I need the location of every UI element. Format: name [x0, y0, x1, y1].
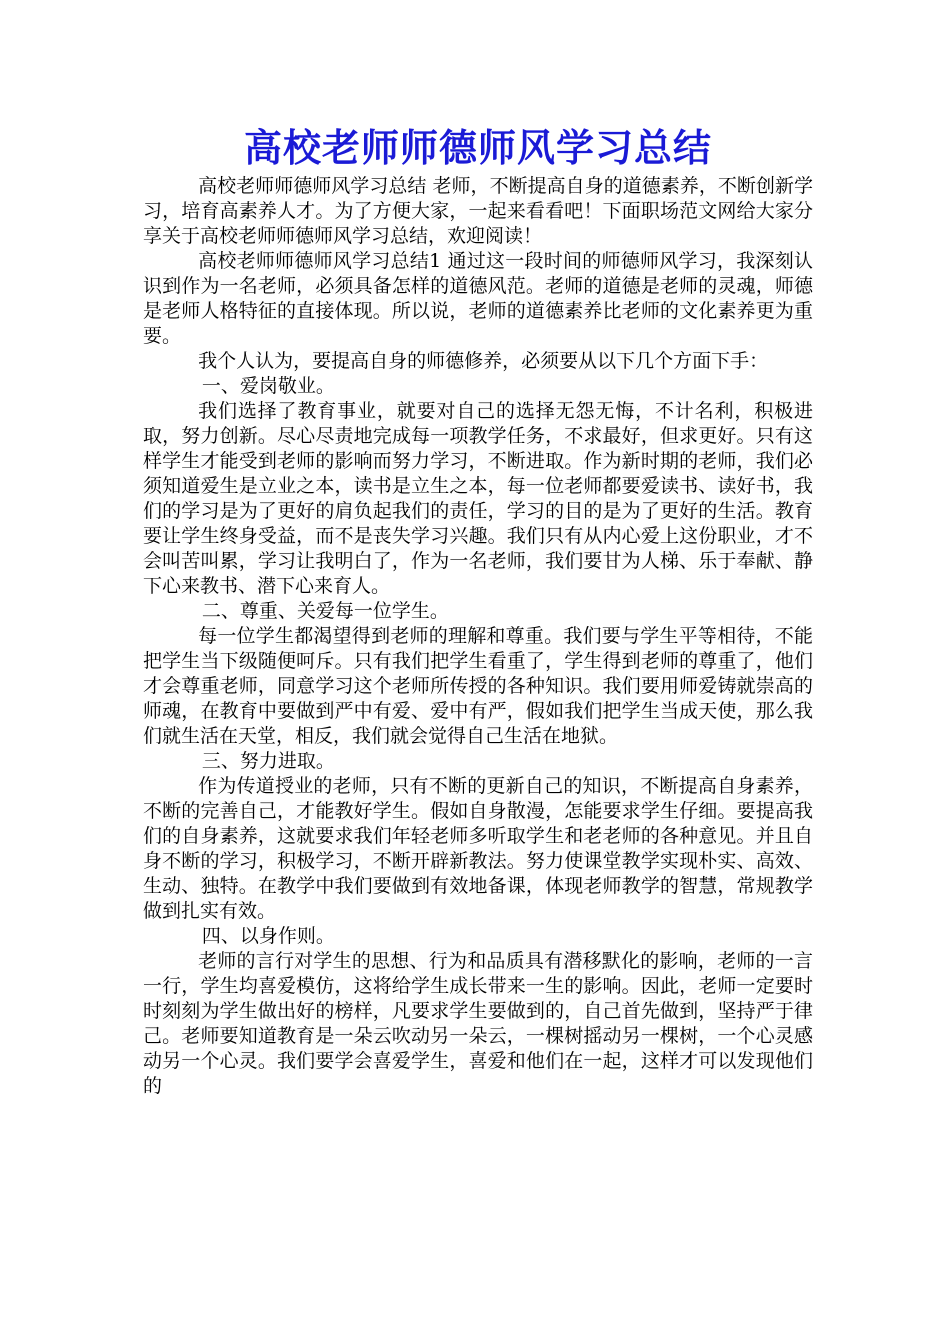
intro-paragraph: 高校老师师德师风学习总结 老师，不断提高自身的道德素养，不断创新学习，培育高素养人才。为了方便大家，一起来看看吧！下面职场范文网给大家分享关于高校老师师德师风学习总结，欢迎阅读！: [143, 175, 813, 247]
section-1-paragraph: 我们选择了教育事业，就要对自己的选择无怨无悔，不计名利，积极进取，努力创新。尽心尽责地完成每一项教学任务，不求最好，但求更好。只有这样学生才能受到老师的影响而努力学习，不断进取。作为新时期的老师，我们必须知道爱生是立业之本，读书是立生之本，每一位老师都要爱读书、读好书，我们的学习是为了更好的肩负起我们的责任，学习的目的是为了更好的生活。教育要让学生终身受益，而不是丧失学习兴趣。我们只有从内心爱上这份职业，才不会叫苦叫累，学习让我明白了，作为一名老师，我们要甘为人梯、乐于奉献、静下心来教书、潜下心来育人。: [143, 400, 813, 597]
aspects-intro-paragraph: 我个人认为，要提高自身的师德修养，必须要从以下几个方面下手：: [198, 350, 769, 372]
document-title: 高校老师师德师风学习总结: [243, 125, 712, 170]
section-heading-1: 一、爱岗敬业。: [201, 375, 335, 397]
section-2-paragraph: 每一位学生都渴望得到老师的理解和尊重。我们要与学生平等相待，不能把学生当下级随便呵斥。只有我们把学生看重了，学生得到老师的尊重了，他们才会尊重老师，同意学习这个老师所传授的各种知识。我们要用师爱铸就崇高的师魂，在教育中要做到严中有爱、爱中有严，假如我们把学生当成天使，那么我们就生活在天堂，相反，我们就会觉得自己生活在地狱。: [143, 625, 813, 747]
document-page: [143, 122, 813, 1099]
section-4-paragraph: 老师的言行对学生的思想、行为和品质具有潜移默化的影响，老师的一言一行，学生均喜爱模仿，这将给学生成长带来一生的影响。因此，老师一定要时时刻刻为学生做出好的榜样，凡要求学生要做到的，自己首先做到，坚持严于律己。老师要知道教育是一朵云吹动另一朵云，一棵树摇动另一棵树，一个心灵感动另一个心灵。我们要学会喜爱学生，喜爱和他们在一起，这样才可以发现他们的: [143, 950, 813, 1097]
section-heading-3: 三、努力进取。: [201, 750, 335, 772]
section-heading-4: 四、以身作则。: [201, 925, 335, 947]
section-heading-2: 二、尊重、关爱每一位学生。: [201, 600, 449, 622]
section-3-paragraph: 作为传道授业的老师，只有不断的更新自己的知识，不断提高自身素养，不断的完善自己，才能教好学生。假如自身散漫，怎能要求学生仔细。要提高我们的自身素养，这就要求我们年轻老师多听取学生和老老师的各种意见。并且自身不断的学习，积极学习，不断开辟新教法。努力使课堂教学实现朴实、高效、生动、独特。在教学中我们要做到有效地备课，体现老师教学的智慧，常规教学做到扎实有效。: [143, 775, 813, 922]
summary-1-paragraph: 高校老师师德师风学习总结1 通过这一段时间的师德师风学习，我深刻认识到作为一名老师，必须具备怎样的道德风范。老师的道德是老师的灵魂，师德是老师人格特征的直接体现。所以说，老师的道德素养比老师的文化素养更为重要。: [143, 250, 813, 347]
